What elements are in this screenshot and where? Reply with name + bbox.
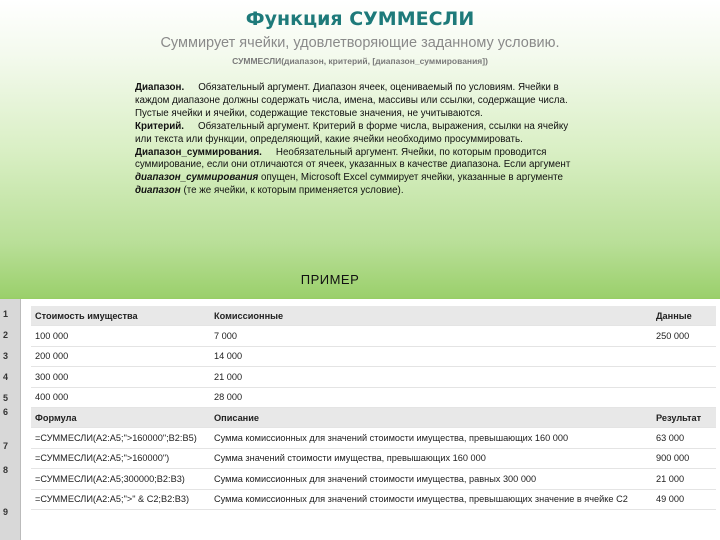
arguments-description — [135, 82, 580, 198]
row-number-column — [0, 299, 21, 540]
table-cell[interactable]: 100 000 — [31, 326, 210, 346]
row-number[interactable]: 1 — [3, 309, 9, 319]
argument-emphasis: диапазон_суммирования — [135, 172, 259, 184]
column-header-cell[interactable]: Комиссионные — [210, 306, 652, 326]
page-subtitle: Суммирует ячейки, удовлетворяющие заданному условию. — [160, 35, 560, 51]
table-cell[interactable]: 21 000 — [652, 469, 716, 489]
column-header-cell[interactable]: Стоимость имущества — [31, 306, 210, 326]
argument-text: (те же ячейки, к которым применяется условие). — [183, 185, 404, 197]
column-header-cell[interactable]: Результат — [652, 407, 716, 427]
table-cell[interactable]: =СУММЕСЛИ(A2:A5;">160000") — [31, 448, 210, 468]
table-cell[interactable]: 21 000 — [210, 367, 652, 387]
table-cell[interactable] — [652, 387, 716, 407]
table-cell[interactable]: =СУММЕСЛИ(A2:A5;">160000";B2:B5) — [31, 428, 210, 448]
column-header-cell[interactable]: Данные — [652, 306, 716, 326]
argument-text: Обязательный аргумент. Критерий в форме числа, выражения, ссылки на ячейку или текста или функции, определяющий, какие ячейки необходимо просуммировать. — [135, 120, 569, 145]
table-cell[interactable]: Сумма комиссионных для значений стоимости имущества, равных 300 000 — [210, 469, 652, 489]
table-row — [31, 367, 716, 387]
table-cell[interactable]: =СУММЕСЛИ(A2:A5;">" & C2;B2:B3) — [31, 489, 210, 509]
argument-criteria — [135, 121, 580, 147]
row-number[interactable]: 6 — [3, 407, 9, 417]
table-row — [31, 387, 716, 407]
function-syntax: СУММЕСЛИ(диапазон, критерий, [диапазон_суммирования]) — [232, 56, 488, 66]
table-cell[interactable]: 300 000 — [31, 367, 210, 387]
argument-range — [135, 82, 580, 121]
table-cell[interactable]: Сумма комиссионных для значений стоимости имущества, превышающих значение в ячейке C2 — [210, 489, 652, 509]
table-header-row — [31, 407, 716, 427]
table-cell[interactable]: Сумма комиссионных для значений стоимости имущества, превышающих 160 000 — [210, 428, 652, 448]
table-row — [31, 448, 716, 468]
argument-term: Диапазон. — [135, 82, 185, 93]
table-cell[interactable]: 49 000 — [652, 489, 716, 509]
table-row — [31, 428, 716, 448]
argument-sum-range — [135, 147, 580, 199]
table-cell[interactable] — [652, 346, 716, 366]
table-cell[interactable]: 14 000 — [210, 346, 652, 366]
table-cell[interactable]: 7 000 — [210, 326, 652, 346]
table-cell[interactable]: Сумма значений стоимости имущества, превышающих 160 000 — [210, 448, 652, 468]
argument-text: Необязательный аргумент. Ячейки, по которым проводится суммирование, если они отличаются от ячеек, указанных в качестве диапазона. Если аргумент — [135, 146, 571, 171]
example-label: ПРИМЕР — [300, 272, 360, 287]
spreadsheet-example — [0, 299, 720, 540]
row-number[interactable]: 8 — [3, 465, 9, 475]
table-header-row — [31, 306, 716, 326]
table-cell[interactable]: 28 000 — [210, 387, 652, 407]
table-cell[interactable]: 250 000 — [652, 326, 716, 346]
argument-term: Критерий. — [135, 120, 184, 132]
table-row — [31, 326, 716, 346]
argument-text: Обязательный аргумент. Диапазон ячеек, оцениваемый по условиям. Ячейки в каждом диапазоне должны содержать числа, имена, массивы или ссылки, содержащие числа. Пустые ячейки и ячейки, содержащие текстовые значения, не учитываются. — [135, 82, 568, 119]
argument-text: опущен, Microsoft Excel суммирует ячейки, указанные в аргументе — [261, 172, 563, 184]
table-cell[interactable] — [652, 367, 716, 387]
page-title: Функция СУММЕСЛИ — [245, 8, 475, 30]
column-header-cell[interactable]: Формула — [31, 407, 210, 427]
table-cell[interactable]: 900 000 — [652, 448, 716, 468]
argument-emphasis: диапазон — [135, 185, 181, 197]
table-row — [31, 469, 716, 489]
argument-term: Диапазон_суммирования. — [135, 146, 262, 158]
row-number[interactable]: 7 — [3, 441, 9, 451]
table-cell[interactable]: =СУММЕСЛИ(A2:A5;300000;B2:B3) — [31, 469, 210, 489]
table-row — [31, 346, 716, 366]
column-header-cell[interactable]: Описание — [210, 407, 652, 427]
table-row — [31, 489, 716, 509]
row-number[interactable]: 4 — [3, 372, 9, 382]
row-number[interactable]: 5 — [3, 393, 9, 403]
table-cell[interactable]: 400 000 — [31, 387, 210, 407]
row-number[interactable]: 9 — [3, 507, 9, 517]
row-number[interactable]: 2 — [3, 330, 9, 340]
data-table — [31, 306, 716, 510]
table-cell[interactable]: 63 000 — [652, 428, 716, 448]
row-number[interactable]: 3 — [3, 351, 9, 361]
table-cell[interactable]: 200 000 — [31, 346, 210, 366]
